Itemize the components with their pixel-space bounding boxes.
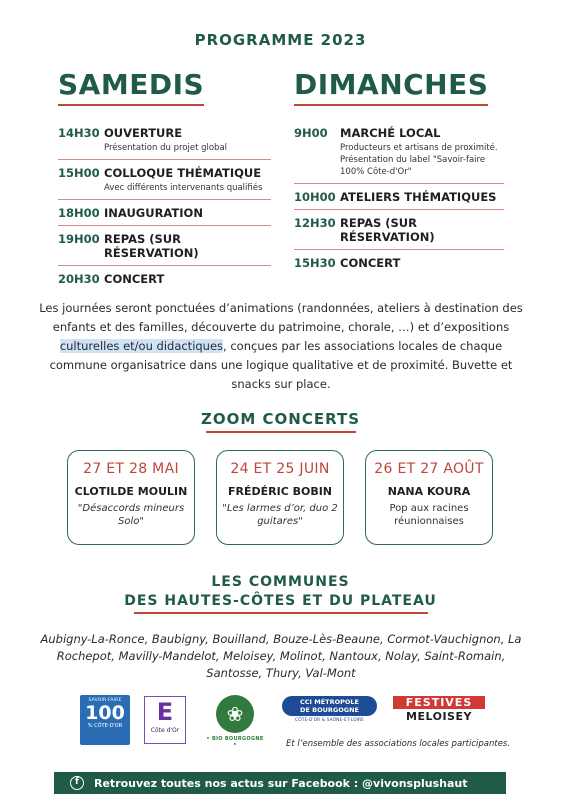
concert-desc: Pop aux racines réunionnaises: [389, 503, 469, 527]
schedule-title: COLLOQUE THÉMATIQUE: [104, 166, 262, 180]
schedule-title: ATELIERS THÉMATIQUES: [340, 190, 497, 204]
paragraph-text-end: , conçues par les associations locales de chaque commune organisatrice dans une logique qualitative et de proximité. Buvette et snacks sur place.: [49, 339, 513, 391]
savoir-faire-logo: [80, 695, 130, 745]
logo-text: 100: [85, 702, 125, 724]
logo-text: Côte d'Or: [150, 727, 180, 734]
schedule-time: 15H30: [294, 256, 336, 270]
schedule-time: 19H00: [58, 232, 100, 246]
concert-artist: CLOTILDE MOULIN: [74, 485, 188, 498]
concert-card: [365, 450, 493, 545]
concert-date: 24 ET 25 JUIN: [230, 461, 330, 477]
schedule-row: [58, 226, 271, 266]
schedule-title: CONCERT: [104, 272, 165, 286]
schedule-row: [58, 160, 271, 200]
sunday-column: [294, 68, 504, 275]
facebook-text[interactable]: Retrouvez toutes nos actus sur Facebook : @vivonsplushaut: [94, 776, 468, 790]
cci-logo: [282, 696, 377, 723]
schedule-title: REPAS (SUR RÉSERVATION): [340, 216, 435, 244]
bio-bourgogne-logo: [205, 695, 265, 748]
schedule-row: [294, 210, 504, 250]
schedule-title: REPAS (SUR RÉSERVATION): [104, 232, 199, 260]
concert-desc: "Désaccords mineurs Solo": [77, 503, 185, 527]
communes-list: Aubigny-La-Ronce, Baubigny, Bouilland, Bouze-Lès-Beaune, Cormot-Vauchignon, La Rochepot, Mavilly-Mandelot, Meloisey, Molinot, Nantoux, Nolay, Saint-Romain, Santosse, Thury, Val-Mont: [40, 632, 522, 680]
saturday-schedule: [58, 120, 271, 291]
logo-text: FESTIVES: [393, 696, 485, 709]
schedule-row: [294, 184, 504, 210]
schedule-desc: Producteurs et artisans de proximité. Présentation du label "Savoir-faire 100% Côte-d'Or": [340, 143, 498, 177]
concert-artist: NANA KOURA: [387, 485, 471, 498]
zoom-concerts-title: ZOOM CONCERTS: [200, 410, 360, 428]
sunday-heading: DIMANCHES: [294, 68, 488, 106]
schedule-row: [58, 266, 271, 291]
concert-date: 26 ET 27 AOÛT: [374, 461, 484, 477]
title-underline: [134, 612, 428, 614]
schedule-time: 18H00: [58, 206, 100, 220]
concert-desc: "Les larmes d’or, duo 2 guitares": [222, 503, 338, 527]
schedule-row: [58, 200, 271, 226]
schedule-time: 15H00: [58, 166, 100, 180]
schedule-time: 9H00: [294, 126, 328, 140]
facebook-icon: f: [70, 776, 84, 790]
associations-note: Et l’ensemble des associations locales participantes.: [286, 739, 511, 749]
schedule-title: MARCHÉ LOCAL: [340, 126, 441, 140]
saturday-heading: SAMEDIS: [58, 68, 204, 106]
logo-text: SAVOIR-FAIRE: [88, 698, 122, 703]
communes-title: [0, 573, 561, 611]
concert-artist: FRÉDÉRIC BOBIN: [227, 485, 333, 498]
schedule-title: OUVERTURE: [104, 126, 183, 140]
schedule-time: 14H30: [58, 126, 100, 140]
festives-meloisey-logo: [393, 696, 485, 723]
description-paragraph: [36, 299, 526, 394]
schedule-row: [294, 120, 504, 184]
logo-text: % CÔTE-D'OR: [87, 723, 123, 729]
concert-card: [67, 450, 195, 545]
schedule-time: 12H30: [294, 216, 336, 230]
schedule-time: 10H00: [294, 190, 336, 204]
highlighted-text[interactable]: culturelles et/ou didactiques: [59, 339, 224, 353]
facebook-banner[interactable]: [54, 772, 506, 794]
logo-text: MELOISEY: [406, 710, 472, 723]
concert-card: [216, 450, 344, 545]
schedule-desc: Avec différents intervenants qualifiés: [104, 183, 263, 193]
logo-text: CÔTE-D'OR & SAÔNE-ET-LOIRE: [295, 718, 364, 723]
programme-title: PROGRAMME 2023: [194, 31, 367, 49]
communes-title-line2: DES HAUTES-CÔTES ET DU PLATEAU: [124, 593, 437, 609]
schedule-row: [58, 120, 271, 160]
departement-label: LE DÉPARTEMENT: [85, 741, 125, 746]
cote-dor-mark-icon: E: [156, 698, 174, 726]
concert-date: 27 ET 28 MAI: [83, 461, 179, 477]
saturday-column: [58, 68, 271, 291]
sunday-schedule: [294, 120, 504, 275]
logo-text: CCI MÉTROPOLE: [300, 698, 359, 706]
schedule-title: CONCERT: [340, 256, 401, 270]
paragraph-text: Les journées seront ponctuées d’animations (randonnées, ateliers à destination des enfants et des familles, découverte du patrimoine, chorale, …) et d’expositions: [39, 301, 523, 334]
schedule-desc: Présentation du projet global: [104, 143, 228, 153]
flower-icon: ❀: [216, 695, 254, 733]
logo-text: DE BOURGOGNE: [300, 706, 359, 714]
communes-title-line1: LES COMMUNES: [211, 574, 350, 590]
cci-pill: [282, 696, 377, 716]
schedule-title: INAUGURATION: [104, 206, 203, 220]
logo-text: • BIO BOURGOGNE •: [206, 736, 264, 748]
cote-dor-logo: [144, 696, 186, 744]
title-underline: [206, 431, 356, 433]
schedule-time: 20H30: [58, 272, 100, 286]
schedule-row: [294, 250, 504, 275]
